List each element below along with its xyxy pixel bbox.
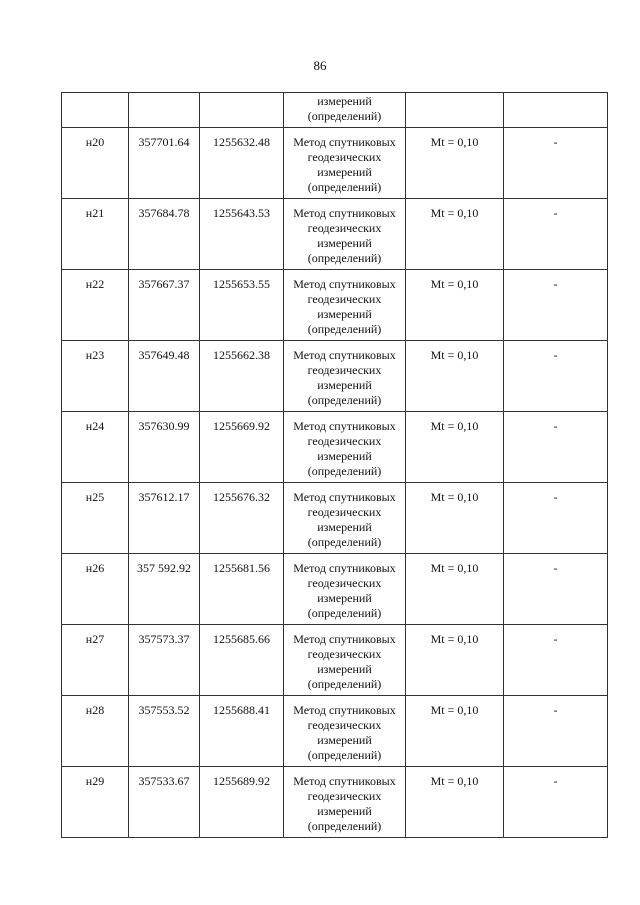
method-line: измерений — [317, 449, 372, 463]
method-line: (определений) — [307, 464, 382, 478]
table-row — [62, 483, 608, 554]
method-line: Метод спутниковых — [293, 632, 396, 646]
method-line: измерений — [317, 236, 372, 250]
method-line: (определений) — [307, 322, 382, 336]
method-line: (определений) — [307, 748, 382, 762]
cell-x: 357667.37 — [129, 270, 200, 341]
method-line: (определений) — [307, 677, 382, 691]
cell-note: - — [504, 128, 608, 199]
cell-x: 357684.78 — [129, 199, 200, 270]
table-row — [62, 412, 608, 483]
table-row-continuation — [62, 93, 608, 128]
cell-point: н27 — [62, 625, 129, 696]
method-line: (определений) — [307, 393, 382, 407]
cell-y: 1255643.53 — [200, 199, 284, 270]
cell-point — [62, 93, 129, 128]
method-line: измерений — [317, 591, 372, 605]
coordinates-table — [61, 92, 608, 838]
method-line: геодезических — [307, 789, 382, 803]
method-line: геодезических — [307, 221, 382, 235]
method-line: Метод спутниковых — [293, 277, 396, 291]
table-row — [62, 341, 608, 412]
cell-x: 357630.99 — [129, 412, 200, 483]
cell-accuracy: Mt = 0,10 — [406, 554, 504, 625]
method-line: Метод спутниковых — [293, 774, 396, 788]
method-line: измерений — [317, 733, 372, 747]
cell-x: 357 592.92 — [129, 554, 200, 625]
cell-accuracy: Mt = 0,10 — [406, 199, 504, 270]
cell-x: 357612.17 — [129, 483, 200, 554]
cell-accuracy: Mt = 0,10 — [406, 696, 504, 767]
method-line: измерений — [317, 804, 372, 818]
cell-method — [284, 483, 406, 554]
table-row — [62, 270, 608, 341]
cell-accuracy: Mt = 0,10 — [406, 412, 504, 483]
cell-method — [284, 128, 406, 199]
cell-method — [284, 767, 406, 838]
cell-point: н21 — [62, 199, 129, 270]
method-line: измерений — [317, 520, 372, 534]
cell-method — [284, 625, 406, 696]
method-line: Метод спутниковых — [293, 703, 396, 717]
cell-point: н29 — [62, 767, 129, 838]
cell-note: - — [504, 696, 608, 767]
cell-note: - — [504, 554, 608, 625]
cell-note: - — [504, 767, 608, 838]
cell-y: 1255669.92 — [200, 412, 284, 483]
table-row — [62, 199, 608, 270]
method-line: геодезических — [307, 718, 382, 732]
method-line: Метод спутниковых — [293, 490, 396, 504]
method-line: измерений — [317, 307, 372, 321]
table-row — [62, 767, 608, 838]
table-row — [62, 128, 608, 199]
cell-method — [284, 270, 406, 341]
table-body — [62, 93, 608, 838]
cell-point: н22 — [62, 270, 129, 341]
method-line: измерений — [317, 662, 372, 676]
cell-method — [284, 199, 406, 270]
method-line: геодезических — [307, 434, 382, 448]
cell-method — [284, 93, 406, 128]
cell-y: 1255662.38 — [200, 341, 284, 412]
table-row — [62, 696, 608, 767]
table-row — [62, 554, 608, 625]
cell-note: - — [504, 199, 608, 270]
cell-note: - — [504, 483, 608, 554]
cell-y: 1255676.32 — [200, 483, 284, 554]
method-line: Метод спутниковых — [293, 419, 396, 433]
cell-y: 1255688.41 — [200, 696, 284, 767]
cell-accuracy: Mt = 0,10 — [406, 270, 504, 341]
cell-point: н23 — [62, 341, 129, 412]
cell-accuracy — [406, 93, 504, 128]
method-line: (определений) — [307, 251, 382, 265]
cell-point: н24 — [62, 412, 129, 483]
cell-note: - — [504, 412, 608, 483]
method-line: геодезических — [307, 363, 382, 377]
table-row — [62, 625, 608, 696]
method-line: геодезических — [307, 150, 382, 164]
method-line: (определений) — [307, 819, 382, 833]
method-line: Метод спутниковых — [293, 135, 396, 149]
cell-y: 1255689.92 — [200, 767, 284, 838]
cell-point: н28 — [62, 696, 129, 767]
cell-accuracy: Mt = 0,10 — [406, 625, 504, 696]
cell-note: - — [504, 341, 608, 412]
cell-x: 357573.37 — [129, 625, 200, 696]
cell-x: 357533.67 — [129, 767, 200, 838]
cell-x: 357553.52 — [129, 696, 200, 767]
method-line: Метод спутниковых — [293, 206, 396, 220]
method-line: (определений) — [307, 109, 382, 123]
method-line: (определений) — [307, 535, 382, 549]
cell-x: 357649.48 — [129, 341, 200, 412]
cell-method — [284, 412, 406, 483]
page-number: 86 — [313, 58, 327, 73]
method-line: измерений — [317, 378, 372, 392]
method-line: Метод спутниковых — [293, 561, 396, 575]
method-line: измерений — [317, 165, 372, 179]
method-line: геодезических — [307, 292, 382, 306]
method-line: (определений) — [307, 180, 382, 194]
cell-y: 1255632.48 — [200, 128, 284, 199]
method-line: геодезических — [307, 505, 382, 519]
cell-x: 357701.64 — [129, 128, 200, 199]
cell-note: - — [504, 270, 608, 341]
cell-point: н25 — [62, 483, 129, 554]
cell-point: н20 — [62, 128, 129, 199]
cell-note — [504, 93, 608, 128]
cell-y: 1255685.66 — [200, 625, 284, 696]
cell-y: 1255653.55 — [200, 270, 284, 341]
cell-method — [284, 696, 406, 767]
method-line: геодезических — [307, 647, 382, 661]
cell-method — [284, 341, 406, 412]
cell-y: 1255681.56 — [200, 554, 284, 625]
cell-accuracy: Mt = 0,10 — [406, 341, 504, 412]
cell-note: - — [504, 625, 608, 696]
cell-y — [200, 93, 284, 128]
cell-accuracy: Mt = 0,10 — [406, 767, 504, 838]
method-line: Метод спутниковых — [293, 348, 396, 362]
cell-accuracy: Mt = 0,10 — [406, 483, 504, 554]
method-line: геодезических — [307, 576, 382, 590]
cell-point: н26 — [62, 554, 129, 625]
method-line: (определений) — [307, 606, 382, 620]
cell-accuracy: Mt = 0,10 — [406, 128, 504, 199]
method-line: измерений — [317, 94, 372, 108]
cell-x — [129, 93, 200, 128]
cell-method — [284, 554, 406, 625]
